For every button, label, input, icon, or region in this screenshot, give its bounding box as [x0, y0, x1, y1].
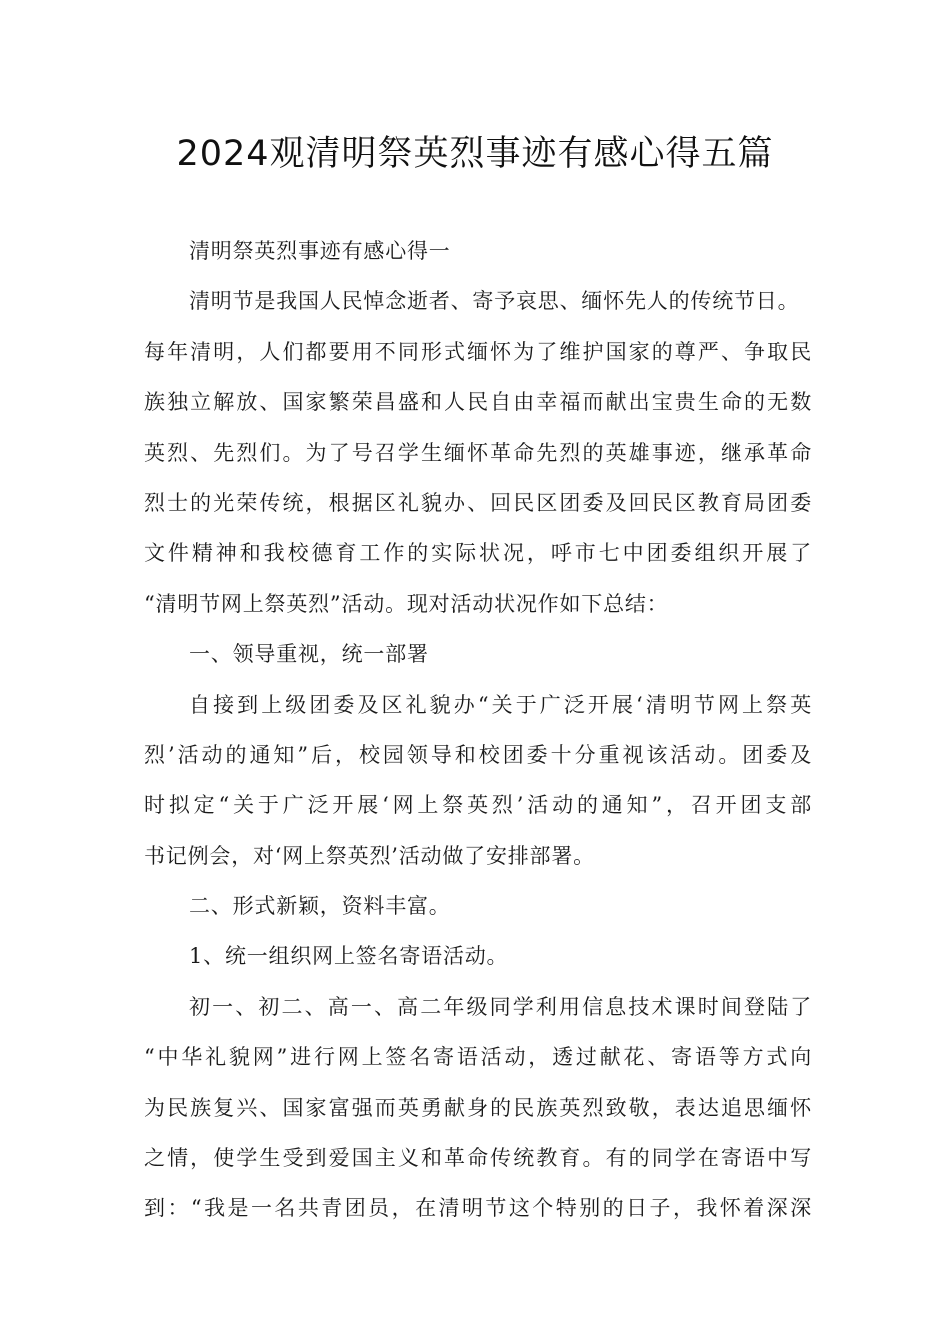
text-line: 书记例会，对‘网上祭英烈’活动做了安排部署。 — [144, 843, 595, 868]
text-line: 烈士的光荣传统，根据区礼貌办、回民区团委及回民区教育局团委 — [144, 490, 812, 515]
text-line: 时拟定“关于广泛开展‘网上祭英烈’活动的通知”，召开团支部 — [144, 793, 812, 818]
text-line: “中华礼貌网”进行网上签名寄语活动，透过献花、寄语等方式向 — [144, 1045, 812, 1070]
text-line: 自接到上级团委及区礼貌办“关于广泛开展‘清明节网上祭英 — [189, 692, 812, 717]
text-line: 每年清明，人们都要用不同形式缅怀为了维护国家的尊严、争取民 — [144, 339, 812, 364]
text-line: 清明节是我国人民悼念逝者、寄予哀思、缅怀先人的传统节日。 — [189, 289, 800, 314]
text-line: 一、领导重视，统一部署 — [189, 642, 429, 667]
text-line: 文件精神和我校德育工作的实际状况，呼市七中团委组织开展了 — [144, 541, 812, 566]
text-line: “清明节网上祭英烈”活动。现对活动状况作如下总结： — [144, 591, 669, 616]
text-line: 英烈、先烈们。为了号召学生缅怀革命先烈的英雄事迹，继承革命 — [144, 440, 812, 465]
text-line: 之情，使学生受到爱国主义和革命传统教育。有的同学在寄语中写 — [144, 1146, 812, 1171]
text-line: 1、统一组织网上签名寄语活动。 — [189, 944, 509, 969]
text-line: 二、形式新颖，资料丰富。 — [189, 894, 451, 919]
document-title: 2024观清明祭英烈事迹有感心得五篇 — [176, 134, 774, 174]
text-line: 烈’活动的通知”后，校园领导和校团委十分重视该活动。团委及 — [144, 742, 812, 767]
document-body — [144, 226, 812, 1234]
text-line: 清明祭英烈事迹有感心得一 — [189, 239, 451, 263]
text-line: 为民族复兴、国家富强而英勇献身的民族英烈致敬，表达追思缅怀 — [144, 1095, 812, 1120]
text-line: 族独立解放、国家繁荣昌盛和人民自由幸福而献出宝贵生命的无数 — [144, 390, 812, 415]
text-line: 到：“我是一名共青团员，在清明节这个特别的日子，我怀着深深 — [144, 1196, 812, 1221]
text-line: 初一、初二、高一、高二年级同学利用信息技术课时间登陆了 — [189, 994, 812, 1019]
